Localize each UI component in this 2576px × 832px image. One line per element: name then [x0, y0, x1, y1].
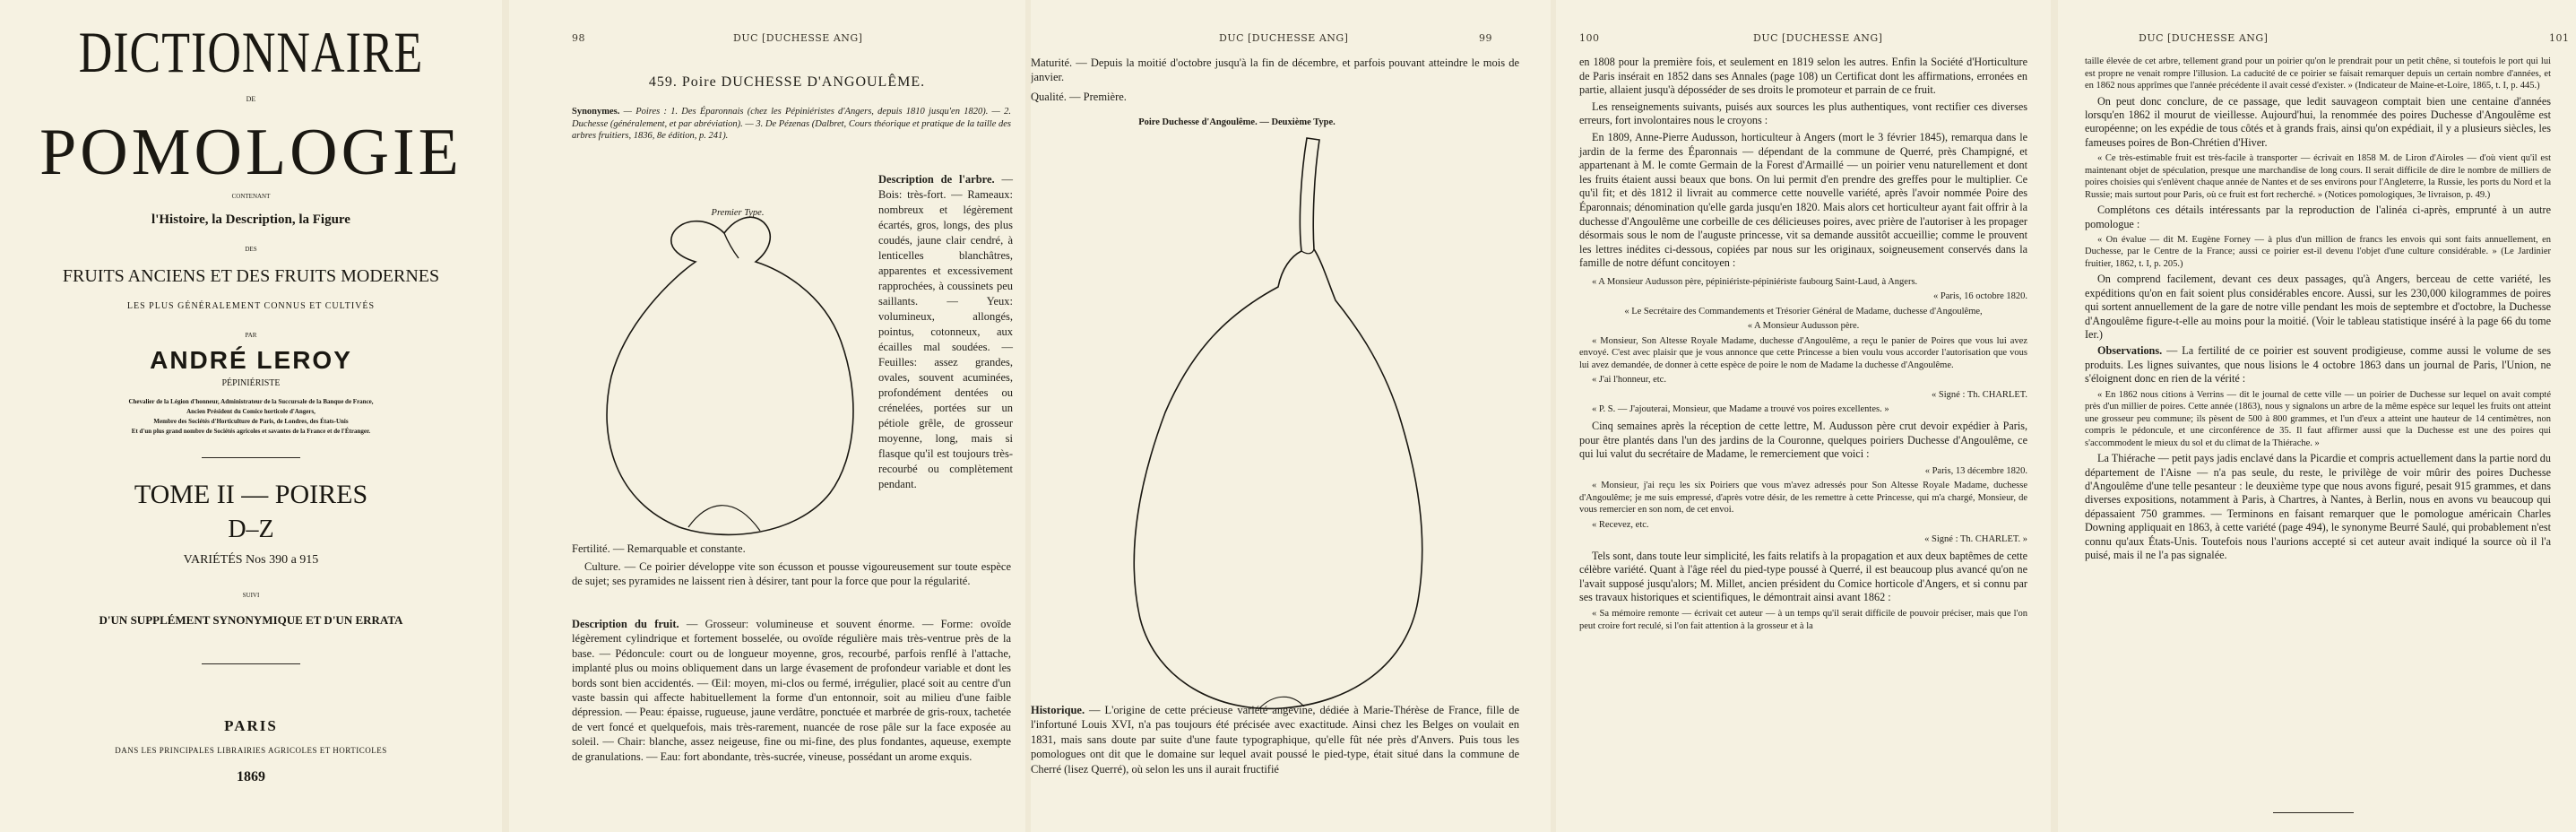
subtitle-1: l'Histoire, la Description, la Figure: [151, 212, 350, 227]
running-head: DUC [DUCHESSE ANG]: [733, 32, 863, 44]
running-head: DUC [DUCHESSE ANG]: [2139, 32, 2269, 44]
title-page: [0, 0, 502, 832]
end-rule: [2273, 812, 2354, 813]
letter-body: « Monsieur, j'ai reçu les six Poiriers que vous m'avez adressés pour Son Altesse Royale Madame, duchesse d'Angoulême; je me suis empressé, d'après votre désir, de les remettre à cette Princesse, qui m'a chargé, Monsieur, de vous remercier en son nom, de cet envoi.: [1579, 481, 2027, 516]
title-des: DES: [245, 246, 257, 253]
page-99: [1031, 0, 1551, 832]
synonymes-text: — Poires : 1. Des Éparonnais (chez les Pépiniéristes d'Angers, depuis 1810 jusqu'en 1820). — 2. Duchesse (généralement, et par abréviation). — 3. De Pézenas (Dalbret, Cours théorique et pratique de la taille des arbres fruitiers, 1836, 8e édition, p. 241).: [572, 107, 1011, 141]
varietes: VARIÉTÉS Nos 390 a 915: [183, 553, 319, 567]
quotation: « En 1862 nous citions à Verrins — dit le journal de cette ville — un poirier de Duchesse sur lequel on avait compté près d'un millier de poires. Cette année (1863), nous y signalons un arbre de la même espèce sur lequel les fruits ont atteint une grosseur peu commune; ils pèsent de 500 à 800 grammes, et l'un d'eux a atteint une hauteur de 14 centimètres, non compris le pédoncule, et une circonférence de 35. Il faut affirmer aussi que la Duchesse est une des poires qui s'accommodent le mieux du sol et du climat de la Thiérache. »: [2085, 389, 2551, 448]
divider: [202, 457, 300, 458]
observations: [2085, 344, 2551, 386]
suivi: SUIVI: [242, 592, 260, 599]
subtitle-2: FRUITS ANCIENS ET DES FRUITS MODERNES: [62, 266, 440, 286]
desc-fruit-label: Description du fruit.: [572, 618, 679, 630]
quotation: « Sa mémoire remonte — écrivait cet auteur — à un temps qu'il serait difficile de pouvoir préciser, mais que l'on peut croire fort reculé, si l'on fait attention à la grosseur et à la: [1579, 609, 2027, 631]
page-100: [1556, 0, 2051, 832]
title-line1: DICTIONNAIRE: [78, 21, 424, 86]
divider: [202, 663, 300, 664]
figure-caption: Poire Duchesse d'Angoulême. — Deuxième Type.: [1138, 117, 1336, 127]
letter-signature: « Signé : Th. CHARLET.: [1932, 389, 2027, 400]
synonymes-label: Synonymes.: [572, 107, 620, 117]
letter-address: « A Monsieur Audusson père, pépiniériste-pépiniériste faubourg Saint-Laud, à Angers.: [1592, 276, 1918, 287]
year: 1869: [237, 769, 265, 784]
desc-arbre-label: Description de l'arbre.: [878, 173, 995, 186]
letter-recipient: « A Monsieur Audusson père.: [1747, 321, 1860, 332]
historique: [1031, 703, 1519, 776]
credentials-1: Chevalier de la Légion d'honneur, Administrateur de la Succursale de la Banque de France,: [128, 398, 374, 405]
author-name: ANDRÉ LEROY: [150, 346, 352, 374]
qualite: Qualité. — Première.: [1031, 91, 1127, 103]
variety-heading: 459. Poire DUCHESSE D'ANGOULÊME.: [648, 74, 926, 90]
page-98: [509, 0, 1025, 832]
pear-illustration-second-type: [1067, 134, 1452, 717]
observations-text: — La fertilité de ce poirier est souvent prodigieuse, comme aussi le volume de ses produits. Les lignes suivantes, que nous lisions le 4 octobre 1863 dans un journal de Paris, l'Union, ne s'éloignent donc en rien de la vérité :: [2085, 344, 2551, 386]
page-101: [2058, 0, 2576, 832]
tome-range: D–Z: [228, 516, 274, 543]
quotation: taille élevée de cet arbre, tellement grand pour un poirier qu'on le prendrait pour un petit chêne, si toutefois le port qui lui est propre ne venait rompre l'illusion. La caducité de ce poirier se faisait remarquer depuis un certain nombre d'années, et en 1862 nous apprîmes que l'année précédente il avait cessé d'exister. » (Indicateur de Maine-et-Loire, 1865, t. I, p. 445.): [2085, 56, 2551, 91]
title-de: DE: [246, 95, 256, 103]
paragraph: Cinq semaines après la réception de cette lettre, M. Audusson père crut devoir expédier à Paris, pour être plantés dans l'un des jardins de la Couronne, quelques poiriers Duchesse d'Angoulême, ce qui lui valut du secrétaire de Madame, le remerciement que voici :: [1579, 419, 2027, 461]
letter-date: « Paris, 16 octobre 1820.: [1933, 291, 2027, 302]
supplement: D'UN SUPPLÉMENT SYNONYMIQUE ET D'UN ERRATA: [99, 613, 403, 627]
page-number: 98: [572, 32, 585, 44]
historique-text: — L'origine de cette précieuse variété angevine, dédiée à Marie-Thérèse de France, fille de l'infortuné Louis XVI, n'a pas toujours été précisée avec exactitude. Ainsi chez les Belges on voulait en 1831, mais sans doute par suite d'une faute typographique, qu'elle fût née près d'Anvers. Puis tous les pomologues ont dit que le domaine sur lequel avait poussé le pied-type, était situé dans la commune de Cherré (lisez Querré), où selon les uns il aurait fructifié: [1031, 704, 1519, 776]
city: PARIS: [224, 717, 278, 734]
letter-sender: « Le Secrétaire des Commandements et Trésorier Général de Madame, duchesse d'Angoulême,: [1624, 306, 1983, 316]
paragraph: Tels sont, dans toute leur simplicité, les faits relatifs à la propagation et aux deux baptêmes de cette célèbre variété. Quant à l'âge réel du pied-type poussé à Querré, il est beaucoup plus avancé qu'on ne l'avait supposé jusqu'alors; M. Millet, ancien président du Comice horticole d'Angers, et si connu par ses travaux historiques et scientifiques, le démontrait ainsi avant 1862 :: [1579, 549, 2027, 604]
culture: Culture. — Ce poirier développe vite son écusson et pousse vigoureusement sur toute espèce de sujet; ses pyramides ne laissent rien à désirer, tant pour la force que pour la régularité.: [572, 560, 1011, 588]
letter-closing: « Recevez, etc.: [1592, 519, 1649, 530]
desc-fruit-text: — Grosseur: volumineuse et souvent énorme. — Forme: ovoïde légèrement cylindrique et fortement bosselée, ou ovoïde régulière mais très-ventrue près de la base. — Pédoncule: court ou de longueur moyenne, gros, recourbé, parfois renflé à l'attache, implanté plus ou moins obliquement dans un large évasement de profondeur variable et dont les bords sont bien accidentés. — Œil: moyen, mi-clos ou fermé, irrégulier, placé soit au centre d'un vaste bassin qui affecte habituellement la forme d'un entonnoir, soit au milieu d'une faible dépression. — Peau: épaisse, rugueuse, jaune verdâtre, ponctuée et marbrée de gris-roux, tachetée de vert foncé et quelquefois, mais très-rarement, nuancée de rose pâle sur la face exposée au soleil. — Chair: blanche, assez neigeuse, fine ou mi-fine, des plus fondantes, aqueuse, exempte de granulations. — Eau: fort abondante, très-sucrée, vineuse, possédant un arome exquis.: [572, 618, 1011, 763]
paragraph: Les renseignements suivants, puisés aux sources les plus authentiques, vont rectifier ces diverses erreurs, fort involontaires nous le croyons :: [1579, 100, 2027, 127]
running-head: DUC [DUCHESSE ANG]: [1753, 32, 1883, 44]
page-number: 100: [1579, 32, 1600, 44]
page-number: 99: [1479, 32, 1492, 44]
desc-arbre: [878, 172, 1013, 492]
credentials-3: Membre des Sociétés d'Horticulture de Paris, de Londres, des États-Unis: [153, 418, 349, 425]
maturite: Maturité. — Depuis la moitié d'octobre jusqu'à la fin de décembre, et parfois pouvant atteindre le mois de janvier.: [1031, 56, 1519, 84]
fertilite: Fertilité. — Remarquable et constante.: [572, 542, 746, 555]
observations-label: Observations.: [2097, 344, 2163, 358]
credentials-2: Ancien Président du Comice horticole d'Angers,: [186, 408, 316, 415]
historique-label: Historique.: [1031, 704, 1085, 716]
page-number: 101: [2549, 32, 2570, 44]
paragraph: On comprend facilement, devant ces deux passages, qu'à Angers, berceau de cette variété, les expéditions qu'on en fait soient plus considérables encore. Aussi, sur les 230,000 kilogrammes de poires qui sortent annuellement de la gare de notre ville pendant les mois de septembre et d'octobre, la Duchesse d'Angoulême figure-t-elle au moins pour la moitié. (Voir le tableau statistique inséré à la page 66 du tome Ier.): [2085, 273, 2551, 342]
subtitle-3: LES PLUS GÉNÉRALEMENT CONNUS ET CULTIVÉS: [126, 301, 376, 311]
figure-caption: Premier Type.: [711, 208, 765, 218]
letter-signature: « Signé : Th. CHARLET. »: [1924, 534, 2027, 545]
desc-fruit: [572, 617, 1011, 764]
letter-date: « Paris, 13 décembre 1820.: [1924, 465, 2027, 476]
paragraph: On peut donc conclure, de ce passage, que ledit sauvageon comptait bien une centaine d'années lorsqu'en 1862 il mourut de vieillesse. Aujourd'hui, la renommée des poires Duchesse d'Angoulême est européenne; on les expédie de tous côtés et à grands frais, ainsi qu'on expédiait, il y a plusieurs siècles, les fameuses poires de Bon-Chrétien d'Hiver.: [2085, 94, 2551, 149]
letter-postscript: « P. S. — J'ajouterai, Monsieur, que Madame a trouvé vos poires excellentes. »: [1592, 404, 1889, 415]
tome: TOME II — POIRES: [134, 480, 368, 509]
desc-arbre-text: — Bois: très-fort. — Rameaux: nombreux et légèrement écartés, gros, longs, des plus coudés, jaune clair cendré, à lenticelles blanchâtres, apparentes et excessivement rapprochées, à coussinets peu saillants. — Yeux: volumineux, allongés, pointus, cotonneux, aux écailles mal soudées. — Feuilles: assez grandes, ovales, souvent acuminées, profondément dentées ou crénelées, portées sur un pétiole grêle, de grosseur moyenne, long, mais si flasque qu'il est toujours très-recourbé ou complètement pendant.: [878, 173, 1013, 490]
letter-body: « Monsieur, Son Altesse Royale Madame, duchesse d'Angoulême, a reçu le panier de Poires que vous lui avez envoyé. C'est avec plaisir que je vous annonce que cette Princesse a bien voulu vous accorder l'autorisation que vous lui avez demandée, de donner à cette espèce de poire le nom de Madame la duchesse d'Angoulême.: [1579, 335, 2027, 370]
libraires: DANS LES PRINCIPALES LIBRAIRIES AGRICOLES ET HORTICOLES: [115, 746, 387, 755]
running-head: DUC [DUCHESSE ANG]: [1219, 32, 1349, 44]
quotation: « Ce très-estimable fruit est très-facile à transporter — écrivait en 1858 M. de Liron d'Airoles — d'où vient qu'il est maintenant objet de spéculation, presque une marchandise de long cours. Il serait difficile de dire le nombre de milliers de poires choisies qui s'enlèvent chaque année de Nantes et de ses environs pour l'Angleterre, la Russie, les ports du Nord et la Russie; mais surtout pour Paris, où ce fruit est fort recherché. » (Notices pomologiques, 3e livraison, p. 49.): [2085, 153, 2551, 200]
title-par: PAR: [245, 332, 257, 339]
letter-closing: « J'ai l'honneur, etc.: [1592, 375, 1666, 386]
author-role: PÉPINIÉRISTE: [221, 378, 281, 388]
synonymes: [572, 106, 1011, 143]
paragraph: La Thiérache — petit pays jadis enclavé dans la Picardie et compris actuellement dans la partie nord du département de l'Aisne — n'a pas seule, du reste, le privilège de voir mûrir des poires Duchesse d'Angoulême d'une telle pesanteur : le deuxième type que nous avons figuré, pesait 915 grammes, et dans diverses expositions, notamment à Paris, à Chartres, à Nantes, à Berlin, nous en avons vu beaucoup qui dépassaient 750 grammes. — Terminons en faisant remarquer que le pomologue américain Charles Downing appliquait en 1863, à cette variété (page 494), le synonyme Beurré Saulé, qui probablement n'est connu qu'aux États-Unis. Toutefois nous l'aurions accepté si cet auteur avait indiqué la source où il l'a puisé, mais il ne l'a pas signalée.: [2085, 452, 2551, 562]
pear-illustration-first-type: [572, 179, 868, 547]
body-text: [1579, 56, 2027, 635]
quotation: « On évalue — dit M. Eugène Forney — à plus d'un million de francs les envois qui sont faits annuellement, en Duchesse, par le Centre de la France; aussi ce poirier est-il devenu l'objet d'une culture considérable. » (Le Jardinier fruitier, 1862, t. I, p. 205.): [2085, 234, 2551, 269]
body-text: [2085, 56, 2551, 565]
paragraph: En 1809, Anne-Pierre Audusson, horticulteur à Angers (mort le 3 février 1845), remarqua dans le jardin de la ferme des Éparonnais — dépendant de la commune de Querré, près Champigné, et appartenant à M. le comte Germain de la Forest d'Armaillé — un poirier venu naturellement et dont les fruits étaient aussi beaux que bons. On lui permit d'en prendre des greffes pour le multiplier. Ce qu'il fit; et dès 1812 il livrait au commerce cette nouvelle variété, après l'avoir nommée Poire des Éparonnais; dénomination qu'elle garda jusqu'en 1820. Mais alors cet horticulteur ayant fait offrir à la duchesse d'Angoulême une corbeille de ces délicieuses poires, avec prière de l'autoriser à les propager désormais sous le nom de l'auguste princesse, vit sa demande aussitôt accueillie; comme le prouvent les lettres inédites ci-dessous, copiées par nous sur les originaux, soigneusement conservés dans la famille de notre défunt concitoyen :: [1579, 130, 2027, 270]
paragraph: en 1808 pour la première fois, et seulement en 1819 selon les autres. Enfin la Société d'Horticulture de Paris insérait en 1852 dans ses Annales (page 108) un Certificat dont les affirmations, erronées en partie, allaient jusqu'à déposséder de ses droits le promoteur et parrain de ce fruit.: [1579, 56, 2027, 97]
title-contenant: CONTENANT: [231, 193, 271, 200]
title-line2: POMOLOGIE: [39, 116, 462, 189]
credentials-4: Et d'un plus grand nombre de Sociétés agricoles et savantes de la France et de l'Étranger.: [131, 428, 371, 435]
paragraph: Complétons ces détails intéressants par la reproduction de l'alinéa ci-après, emprunté à un autre pomologue :: [2085, 204, 2551, 230]
